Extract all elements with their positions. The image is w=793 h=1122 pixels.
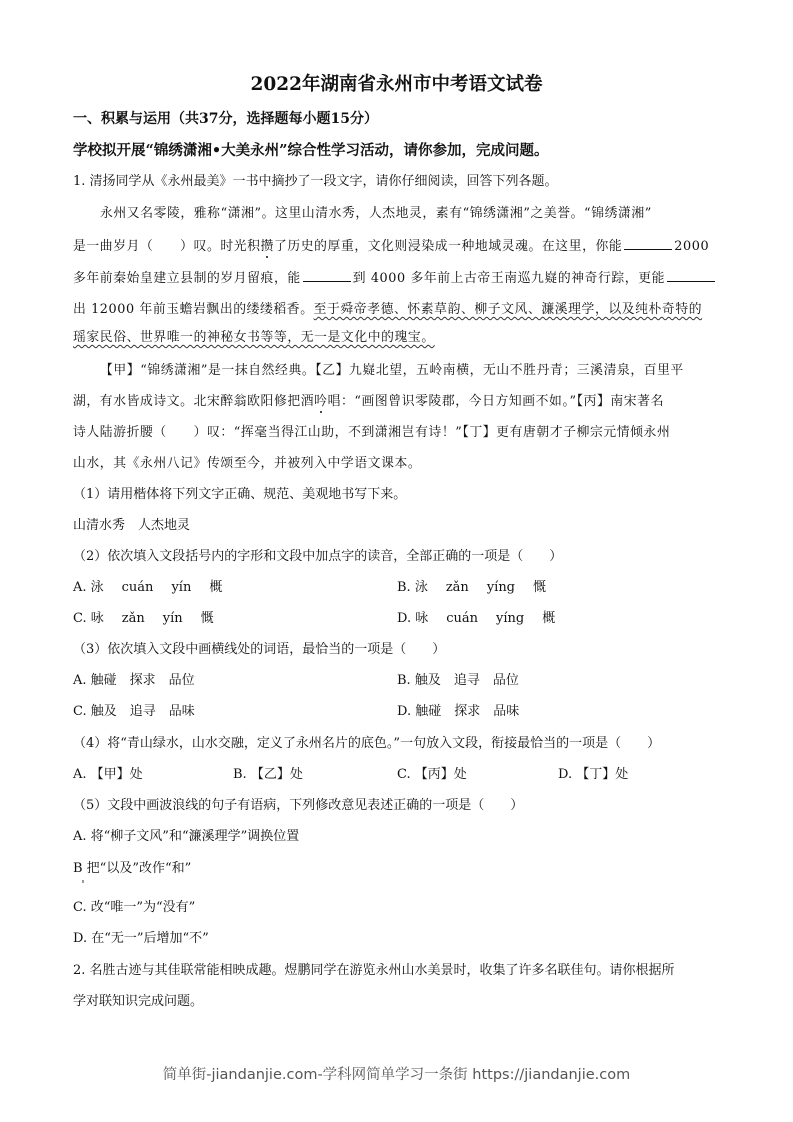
option-4d: D. 【丁】处 [558,767,629,782]
option-word: 慨 [533,580,547,595]
option-2c [73,610,214,628]
dotted-char: 攒 [260,239,274,254]
sub-question-2-prompt: （2）依次填入文段括号内的字形和文段中加点字的读音，全部正确的一项是（ ） [73,549,563,564]
passage2-line4: 山水，其《永州八记》传颂至今，并被列入中学语文课本。 [73,456,422,471]
fill-blank-1 [624,237,672,250]
fill-blank-3 [667,269,715,282]
passage1-line4 [73,301,702,319]
sub-question-5-prompt: （5）文段中画波浪线的句子有语病，下列修改意见表述正确的一项是（ ） [73,798,524,813]
option-3b: B. 触及 追寻 品位 [397,673,519,688]
sub-question-1-text: 山清水秀 人杰地灵 [73,518,191,533]
passage-text: 唱：“画图曾识零陵郡，今日方知画不如。”【丙】南宋著名 [327,394,664,409]
option-5d: D. 在“无一”后增加“不” [73,931,209,946]
passage1-line1: 永州又名零陵，雅称“潇湘”。这里山清水秀，人杰地灵，素有“锦绣潇湘”之美誉。“锦绣潇湘” [100,206,652,221]
wavy-underlined-sentence: 至于舜帝孝德、怀素草韵、柳子文风、濂溪理学，以及纯朴奇特的 [313,302,703,317]
wavy-underlined-sentence: 瑶家民俗、世界唯一的神秘女书等等，无一是文化中的瑰宝。 [73,330,435,345]
section-heading: 一、积累与运用（共37分，选择题每小题15分） [73,111,378,127]
passage2-line1: 【甲】“锦绣潇湘”是一抹自然经典。【乙】九嶷北望，五岭南横，无山不胜丹青；三溪清泉，百里平 [100,363,684,378]
option-pinyin: cuán [121,580,154,595]
option-3d: D. 触碰 探求 品味 [397,704,520,719]
page-title: 2022年湖南省永州市中考语文试卷 [250,74,543,95]
fill-blank-2 [303,269,351,282]
passage2-line3: 诗人陆游折腰（ ）叹：“挥毫当得江山助，不到潇湘岂有诗！”【丁】更有唐朝才子柳宗元情倾永州 [73,425,671,440]
option-label: D. 咏 [397,611,429,626]
option-word: 慨 [200,611,214,626]
passage-text: 2000 [674,239,710,254]
option-word: 概 [542,611,556,626]
option-2d [397,610,555,628]
option-pinyin: zǎn [445,580,469,595]
option-2b [397,579,546,597]
question-2-line2: 学对联知识完成问题。 [73,994,204,1009]
option-5a: A. 将“柳子文风”和“濂溪理学”调换位置 [73,829,300,844]
sub-question-1-prompt: （1）请用楷体将下列文字正确、规范、美观地书写下来。 [73,487,407,502]
option-label: C. 咏 [73,611,104,626]
activity-heading: 学校拟开展“锦绣潇湘•大美永州”综合性学习活动，请你参加，完成问题。 [73,142,549,159]
passage-text: 到 4000 多年前上古帝王南巡九嶷的神奇行踪，更能 [352,271,665,286]
passage-text: 是一曲岁月（ ）叹。时光积 [73,239,261,254]
option-label: B. 泳 [397,580,428,595]
sub-question-3-prompt: （3）依次填入文段中画横线处的词语，最恰当的一项是（ ） [73,642,446,657]
option-4a: A. 【甲】处 [73,767,143,782]
question-1-intro: 1. 清扬同学从《永州最美》一书中摘抄了一段文字，请你仔细阅读，回答下列各题。 [73,174,558,189]
scan-artifact [82,880,84,883]
option-label: A. 泳 [73,580,104,595]
option-3c: C. 触及 追寻 品味 [73,704,195,719]
option-word: 概 [209,580,223,595]
passage-text: 了历史的厚重，文化则浸染成一种地域灵魂。在这里，你能 [273,239,623,254]
option-4b: B. 【乙】处 [233,767,303,782]
option-5b: B 把“以及”改作“和” [73,861,192,876]
option-pinyin: yín [162,611,183,626]
option-3a: A. 触碰 探求 品位 [73,673,195,688]
passage2-line2 [73,393,664,411]
option-5c: C. 改“唯一”为“没有” [73,900,196,915]
passage-text: 多年前秦始皇建立县制的岁月留痕，能 [73,271,301,286]
option-pinyin: yín [171,580,192,595]
question-2-line1: 2. 名胜古迹与其佳联常能相映成趣。煜鹏同学在游览永州山水美景时，收集了许多名联佳句。请你根据所 [73,963,675,978]
passage1-line3 [73,269,717,288]
passage1-line5 [73,329,435,347]
option-pinyin: zǎn [121,611,145,626]
option-4c: C. 【丙】处 [397,767,467,782]
footer-watermark: 简单街-jiandanjie.com-学科网简单学习一条街 https://jiandanjie.com [162,1067,631,1083]
option-pinyin: cuán [446,611,479,626]
sub-question-4-prompt: （4）将“青山绿水，山水交融，定义了永州名片的底色。”一句放入文段，衔接最恰当的一项是（ ） [73,736,661,751]
dotted-char: 吟 [314,394,328,409]
option-pinyin: yíng [496,611,525,626]
passage-text: 出 12000 年前玉蟾岩飘出的缕缕稻香。 [73,302,314,317]
option-pinyin: yíng [486,580,516,595]
passage1-line2 [73,237,709,256]
option-2a [73,579,222,597]
passage-text: 湖，有水皆成诗文。北宋醉翁欧阳修把酒 [73,394,315,409]
